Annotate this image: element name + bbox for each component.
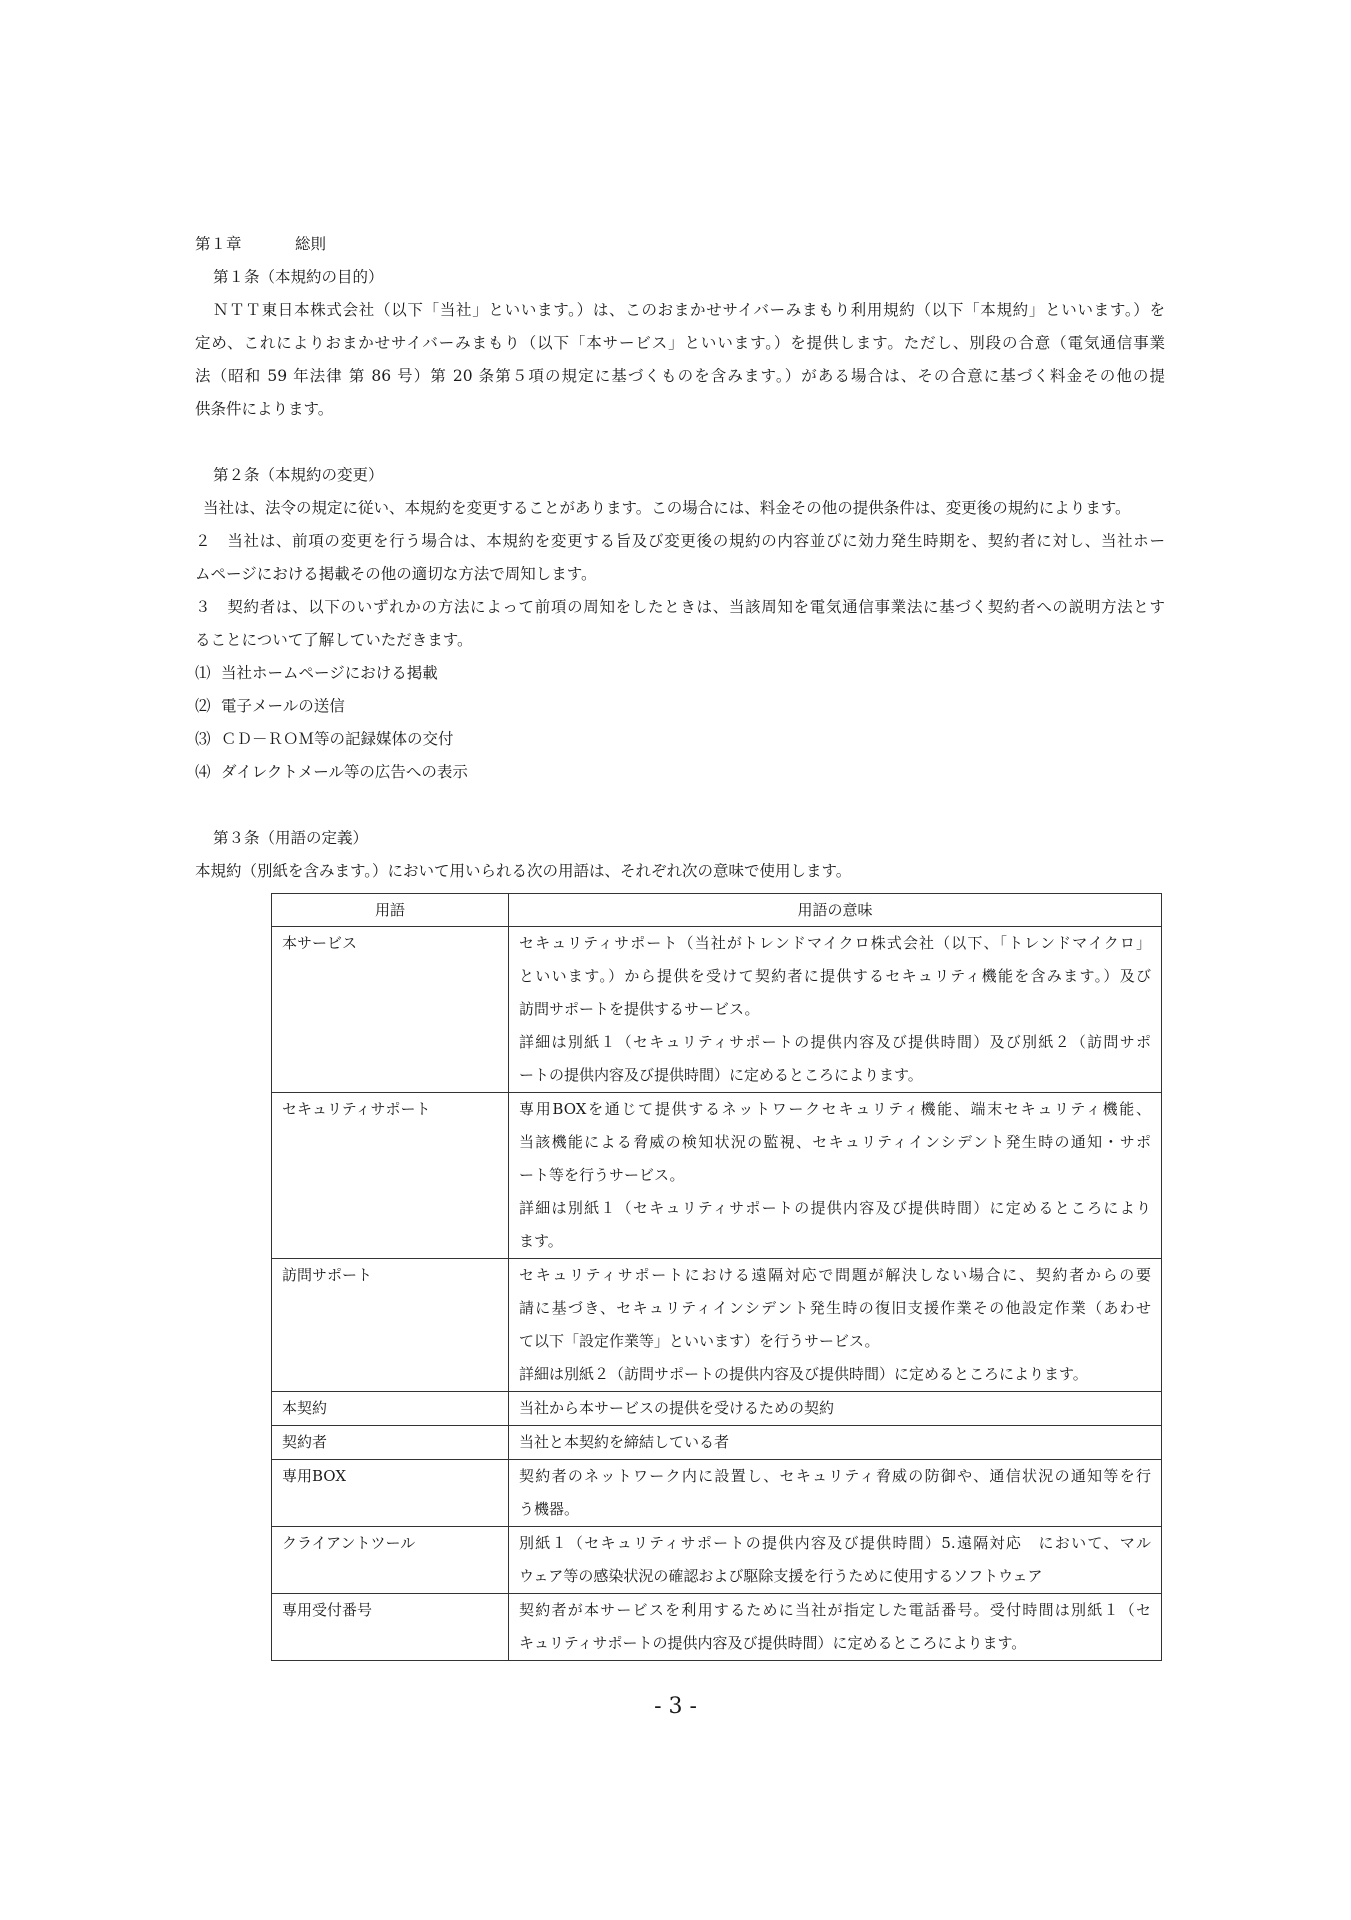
term-cell: 本サービス — [272, 927, 509, 1093]
chapter-title: 総則 — [295, 235, 327, 253]
list-item: ⑶ ＣＤ－ＲＯＭ等の記録媒体の交付 — [195, 730, 454, 748]
paragraph-line: ることについて了解していただきます。 — [195, 631, 473, 649]
table-row — [272, 1392, 1162, 1426]
paragraph-line: 本規約（別紙を含みます。）において用いられる次の用語は、それぞれ次の意味で使用します。 — [195, 862, 852, 880]
chapter-number: 第１章 — [195, 235, 242, 253]
page-number: - 3 - — [654, 1694, 697, 1719]
meaning-cell: 契約者のネットワーク内に設置し、セキュリティ脅威の防御や、通信状況の通知等を行 う機器。 — [509, 1460, 1162, 1527]
meaning-cell: 別紙１（セキュリティサポートの提供内容及び提供時間）5.遠隔対応 において、マル ウェア等の感染状況の確認および駆除支援を行うために使用するソフトウェア — [509, 1527, 1162, 1594]
term-cell: クライアントツール — [272, 1527, 509, 1594]
term-cell: 本契約 — [272, 1392, 509, 1426]
meaning-cell: 専用BOXを通じて提供するネットワークセキュリティ機能、端末セキュリティ機能、 当該機能による脅威の検知状況の監視、セキュリティインシデント発生時の通知・サポ ート等を行うサービス。 詳細は別紙１（セキュリティサポートの提供内容及び提供時間）に定めるところにより ます。 — [509, 1093, 1162, 1259]
table-header: 用語 — [272, 894, 509, 927]
article-heading: 第２条（本規約の変更） — [213, 466, 384, 484]
meaning-cell: 当社と本契約を締結している者 — [509, 1426, 1162, 1460]
paragraph-line: 供条件によります。 — [195, 400, 334, 418]
paragraph-line: ３ 契約者は、以下のいずれかの方法によって前項の周知をしたときは、当該周知を電気通信事業法に基づく契約者への説明方法とす — [195, 598, 1165, 616]
paragraph-line: ＮＴＴ東日本株式会社（以下「当社」といいます。）は、このおまかせサイバーみまもり利用規約（以下「本規約」といいます。）を — [213, 301, 1165, 319]
list-item: ⑷ ダイレクトメール等の広告への表示 — [195, 763, 468, 781]
paragraph-line: ２ 当社は、前項の変更を行う場合は、本規約を変更する旨及び変更後の規約の内容並びに効力発生時期を、契約者に対し、当社ホー — [195, 532, 1165, 550]
table-row — [272, 1594, 1162, 1661]
table-row — [272, 1527, 1162, 1594]
article-heading: 第３条（用語の定義） — [213, 829, 369, 847]
table-row — [272, 1093, 1162, 1259]
term-cell: セキュリティサポート — [272, 1093, 509, 1259]
table-header-row — [272, 894, 1162, 927]
table-row — [272, 1460, 1162, 1527]
meaning-cell: 契約者が本サービスを利用するために当社が指定した電話番号。受付時間は別紙１（セ キュリティサポートの提供内容及び提供時間）に定めるところによります。 — [509, 1594, 1162, 1661]
paragraph-line: 定め、これによりおまかせサイバーみまもり（以下「本サービス」といいます。）を提供します。ただし、別段の合意（電気通信事業 — [195, 334, 1165, 352]
table-row — [272, 1259, 1162, 1392]
term-cell: 専用受付番号 — [272, 1594, 509, 1661]
list-item: ⑵ 電子メールの送信 — [195, 697, 345, 715]
definitions-table — [271, 893, 1162, 1661]
document-body — [195, 228, 1165, 888]
paragraph-line: 法（昭和 59 年法律 第 86 号）第 20 条第５項の規定に基づくものを含みます。）がある場合は、その合意に基づく料金その他の提 — [195, 367, 1165, 385]
term-cell: 契約者 — [272, 1426, 509, 1460]
meaning-cell: セキュリティサポート（当社がトレンドマイクロ株式会社（以下、「トレンドマイクロ」 といいます。）から提供を受けて契約者に提供するセキュリティ機能を含みます。）及び 訪問サポートを提供するサービス。 詳細は別紙１（セキュリティサポートの提供内容及び提供時間）及び別紙２（訪問サポ ートの提供内容及び提供時間）に定めるところによります。 — [509, 927, 1162, 1093]
paragraph-line: 当社は、法令の規定に従い、本規約を変更することがあります。この場合には、料金その他の提供条件は、変更後の規約によります。 — [203, 499, 1131, 517]
table-row — [272, 1426, 1162, 1460]
table-header: 用語の意味 — [509, 894, 1162, 927]
term-cell: 訪問サポート — [272, 1259, 509, 1392]
article-heading: 第１条（本規約の目的） — [213, 268, 384, 286]
meaning-cell: 当社から本サービスの提供を受けるための契約 — [509, 1392, 1162, 1426]
chapter-heading — [195, 228, 1165, 261]
list-item: ⑴ 当社ホームページにおける掲載 — [195, 664, 438, 682]
paragraph-line: ムページにおける掲載その他の適切な方法で周知します。 — [195, 565, 597, 583]
meaning-cell: セキュリティサポートにおける遠隔対応で問題が解決しない場合に、契約者からの要 請に基づき、セキュリティインシデント発生時の復旧支援作業その他設定作業（あわせ て以下「設定作業等」といいます）を行うサービス。 詳細は別紙２（訪問サポートの提供内容及び提供時間）に定めるところによります。 — [509, 1259, 1162, 1392]
term-cell: 専用BOX — [272, 1460, 509, 1527]
table-row — [272, 927, 1162, 1093]
